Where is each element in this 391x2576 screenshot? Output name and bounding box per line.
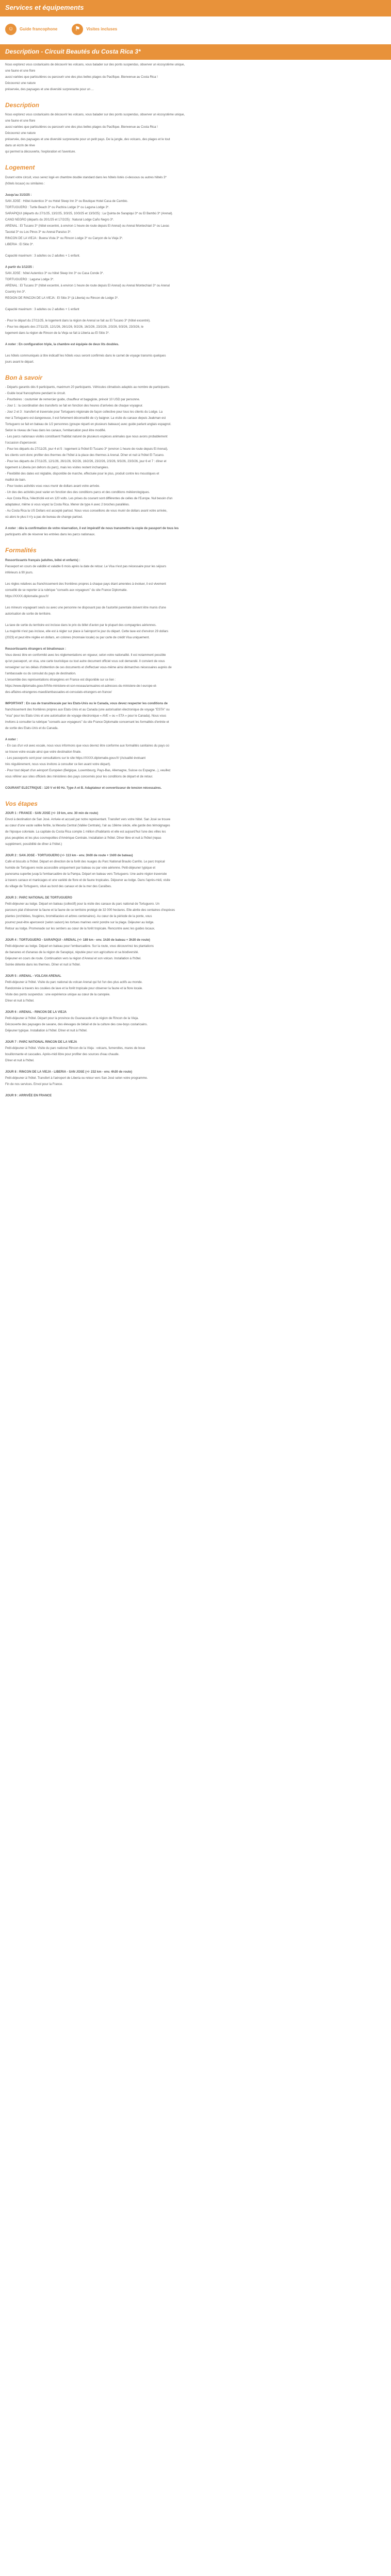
text-line: La majorité n'est pas incluse, elle est à régler sur place à l'aéroport le jour du départ. Cette taxe est d'environ 29 dollars	[5, 630, 169, 633]
text-line: participants afin de réserver les entrées dans les parcs nationaux.	[5, 533, 95, 537]
circuit-title: Description - Circuit Beautés du Costa Rica 3*	[0, 44, 391, 60]
text-line: JOUR 8 : RINCON DE LA VIEJA - LIBERIA - SAN JOSE (+/- 232 km - env. 4h30 de route)	[5, 1070, 133, 1074]
description-text	[5, 113, 386, 156]
etapes-heading: Vos étapes	[5, 800, 38, 807]
text-line: JOUR 5 : ARENAL - VOLCAN ARENAL	[5, 974, 61, 978]
text-line: autorisation de sortie de territoire.	[5, 612, 52, 616]
text-line: COURANT ELECTRIQUE : 120 V et 60 Hz. Type A et B. Adaptateur et convertisseur de tension nécessaires.	[5, 786, 162, 790]
spacer	[5, 642, 386, 647]
text-line: Fin de nos services. Envol pour la France.	[5, 1082, 63, 1086]
text-line: à travers canaux et marécages et une variété de flore et de faune tropicales. Déjeuner au lodge. Dans l'après-midi, visite	[5, 878, 170, 882]
text-line: Les mineurs voyageant seuls ou avec une personne ne disposant pas de l'autorité parentale doivent être munis d'une	[5, 606, 166, 609]
text-line: dans un écrin de rêve	[5, 144, 35, 148]
text-line: du village de Tortuguero, situé au bord des canaux et de la mer des Caraïbes.	[5, 885, 112, 888]
text-line: Nous explorez vous costaricains de découvrir les volcans, vous balader sur des ponts suspendus, observer un écosystème unique,	[5, 63, 185, 66]
text-line: A partir du 1/12/25 :	[5, 265, 34, 269]
text-line: Envol à destination de San José. Arrivée et accueil par notre représentant. Transfert vers votre hôtel. San José se trouve	[5, 818, 171, 821]
text-line: jours avant le départ.	[5, 360, 35, 364]
text-line: Découverte des paysages de savane, des élevages de bétail et de la culture des cow-boys costaricains.	[5, 1023, 148, 1026]
text-line: Selon le niveau de l'eau dans les canaux, l'embarcation peut être modifié.	[5, 429, 106, 433]
spacer	[5, 337, 386, 343]
text-line: Tacotal 3* ou Los Pinos 3* ou Arenal Paraíso 3*.	[5, 230, 72, 234]
text-line: - Pour les départs des 27/11/25, 12/1/26, 26/1/26, 9/2/26, 16/2/26, 23/2/26, 2/3/26, 9/3/26, 23/3/26, le	[5, 325, 144, 329]
badge-guide	[5, 24, 57, 35]
text-line: A noter : En configuration triple, la chambre est équipée de deux lits doubles.	[5, 343, 119, 346]
formalites-heading: Formalités	[5, 547, 37, 554]
text-line: Visite des ponts suspendus : une expérience unique au cœur de la canopée.	[5, 993, 110, 996]
spacer	[5, 1089, 386, 1094]
logement-heading: Logement	[5, 164, 35, 172]
text-line: Passeport en cours de validité et valable 6 mois après la date de retour. Le Visa n'est pas nécessaire pour les séjours	[5, 565, 167, 568]
text-line: - Guide local francophone pendant le circuit.	[5, 392, 66, 396]
text-line: Découvrez une nature	[5, 132, 36, 135]
text-line: Petit-déjeuner à l'hôtel. Transfert à l'aéroport de Liberia ou retour vers San José selon votre programme.	[5, 1076, 148, 1080]
text-line: JOUR 9 : ARRIVÉE EN FRANCE	[5, 1094, 52, 1097]
text-line: SAN JOSE : hôtel Autentico 3* ou hôtel Sleep Inn 3* ou Casa Conde 3*.	[5, 272, 104, 275]
services-banner: Services et équipements	[0, 0, 391, 16]
text-line: l'occasion d'apercevoir.	[5, 442, 37, 445]
text-line: renseigner sur les délais d'obtention de ces documents et d'effectuer vous-même ainsi démarches nécessaires auprès de	[5, 666, 172, 669]
text-line: humide de Tortuguero reste accessible uniquement par bateau ou par voie aérienne. Petit-déjeuner typique et	[5, 866, 156, 870]
text-line: de sortie des Etats-Unis et du Canada.	[5, 726, 59, 730]
text-line: Tortuguero se fait en bateau de 1/2 personnes (groupe réparti en plusieurs bateaux) avec guide parlant anglais espagnol.	[5, 423, 171, 427]
text-line: - Départs garantis dès 6 participants, maximum 20 participants. Véhicules climatisés adaptés au nombre de participants.	[5, 386, 170, 389]
text-line: Découvrez une nature	[5, 82, 36, 85]
text-line: Vous devez être en conformité avec les réglementations en vigueur, selon votre nationalité. Il est notamment possible	[5, 653, 166, 657]
text-line: Petit-déjeuner à l'hôtel. Départ pour la province du Guanacaste et la région de Rincon de la Vieja.	[5, 1016, 139, 1020]
text-line: - Au Costa Rica la US Dollars est accepté partout. Nous vous conseillons de vous munir de dollars avant votre arrivée,	[5, 510, 168, 513]
etapes-text	[5, 811, 386, 1100]
text-line: inférieurs à 90 jours.	[5, 571, 34, 574]
spacer	[5, 933, 386, 938]
spacer	[5, 260, 386, 265]
text-line: logement dans la région de Rincon de la Vieja se fait à Liberia au El Sitio 3*.	[5, 331, 110, 335]
text-line: "visa" pour les Etats-Unis et une autorisation de voyage électronique « AVE » ou « ETA » pour le Canada). Nous vous	[5, 714, 167, 718]
text-line: A noter : dès la confirmation de votre réservation, il est impératif de nous transmettre la copie de passport de tous les	[5, 527, 179, 531]
text-line: - Pourboires : coutumier de remercier guide, chauffeur et bagagiste, prévoir 10 USD par personne.	[5, 398, 140, 402]
spacer	[5, 1065, 386, 1070]
text-line: - En cas d'un vol avec escale, nous vous informons que vous devrez être conforme aux formalités sanitaires du pays où	[5, 744, 169, 748]
spacer	[5, 302, 386, 308]
text-line: Petit-déjeuner au lodge. Départ en bateau pour l'embarcadère. Sur la route, vous découvrirez les plantations	[5, 944, 154, 948]
text-line: mer à Tortuguero est dangereuse, il est fortement déconseillé de s'y baigner. La visite du canaux depuis Jeakman est	[5, 417, 166, 420]
text-line: Déjeuner typique. Installation à l'hôtel. Dîner et nuit à l'hôtel.	[5, 1029, 88, 1032]
text-line: https://www.diplomatie.gouv.fr/fr/le-ministere-et-son-reseau/annuaires-et-adresses-du-ministere-de-l-europe-et-	[5, 684, 157, 688]
text-line: Déjeuner en cours de route. Continuation vers la région d'Arenal et son volcan. Installation à l'hôtel.	[5, 957, 141, 960]
spacer	[5, 781, 386, 786]
text-line: (hôtels locaux) ou similaires :	[5, 182, 45, 185]
text-line: ARENAL : El Tucano 3* (hôtel excentré, à environ 1 heure de route depuis El Arenal) ou Arenal Montechiari 3* ou Arenal	[5, 284, 170, 287]
spacer	[5, 891, 386, 896]
text-line: - Les parcs nationaux visités constituent l'habitat naturel de plusieurs espèces animales que nous avons probablement	[5, 435, 168, 439]
text-line: - Pour les départs du 27/11/25, jour 4 et 5 : logement à l'hôtel El Tucano 3* (environ 1 heure de route depuis El Arenal),	[5, 448, 168, 451]
text-line: Ressortissants étrangers et binationaux :	[5, 647, 67, 651]
text-line: se trouve votre escale ainsi que votre destination finale.	[5, 750, 82, 754]
text-line: supplément, possibilité de dîner à l'hôtel.)	[5, 842, 62, 846]
text-line: LIBERIA : El Sitio 3*.	[5, 243, 34, 246]
text-line: RINCON DE LA VIEJA : Buena Vista 3* ou Rincon Lodge 3* ou Canyon de la Vieja 3*.	[5, 236, 123, 240]
text-line: - Les passeports sont pour consultations sur le site https://XXXX.diplomatie.gouv.fr/ (Actualité évoluant	[5, 756, 146, 760]
text-line: panorama superbe jusqu'à l'embarcadère de la Pampa. Départ en bateau vers Tortuguero. Une autre région traversée	[5, 872, 167, 876]
text-line: Dîner et nuit à l'hôtel.	[5, 999, 35, 1003]
logement-text	[5, 176, 386, 366]
text-line: Soirée détente dans les thermes. Dîner et nuit à l'hôtel.	[5, 963, 81, 967]
badge-visits	[72, 24, 117, 35]
text-line: de l'époque coloniale. La capitale du Costa Rica compte 1 million d'habitants et elle est aujourd'hui l'une des villes les	[5, 830, 166, 834]
badge-guide-label: Guide francophone	[20, 27, 58, 32]
text-line: A noter :	[5, 738, 18, 741]
text-line: Ressortissants français (adultes, bébé et enfants) :	[5, 558, 80, 562]
text-line: - Jour 1 : la coordination des transferts se fait en fonction des heures d'arrivées de chaque voyageur.	[5, 404, 143, 408]
text-line: logement à Liberia (en dehors du parc), mais les visites restent inchangées.	[5, 466, 109, 470]
text-line: SAN JOSE : Hôtel Autentico 3* ou Hotel Sleep Inn 3* ou Boutique Hotel Casa de Cambio.	[5, 199, 128, 203]
text-line: qui permet la découverte, l'exploration et l'aventure.	[5, 150, 76, 154]
text-line: SARAPIQUI (départs du 27/1/25, 13/2/25, 3/3/25, 10/3/25 et 13/3/25) : La Quinta de Sarapiqui 3* ou El Bambú 3* (Arenal).	[5, 212, 173, 215]
text-line: conseillé de se reporter à la rubrique "conseils aux voyageurs" du site France Diplomatie.	[5, 588, 128, 592]
text-line: https://XXXX.diplomatie.gouv.fr/	[5, 595, 49, 598]
text-line: ARENAL : El Tucano 3* (hôtel excentré, à environ 1 heure de route depuis El Arenal) ou Arenal Montechiari 3* ou Lavas	[5, 224, 169, 228]
text-line: parcours plat d'observer la faune et la faune de ce territoire protégé de 32 000 hectares. Elle abrite des centaines d'espèces	[5, 908, 175, 912]
text-line: Les règles relatives au franchissement des frontières propres à chaque pays étant amenées à évoluer, il est vivement	[5, 582, 166, 586]
text-line: JOUR 7 : PARC NATIONAL RINCON DE LA VIEJA	[5, 1040, 77, 1044]
text-line: - Jour 2 et 3 : transfert et traversée pour Tortuguero régionale de façon collective pour tous les clients du Lodge. La	[5, 411, 163, 414]
text-line: - Pour le départ du 27/11/25, le logement dans la région de Arenal se fait au El Tucano 3* (hôtel excentré).	[5, 319, 151, 323]
text-line: - Aux Costa Rica, l'électricité est en 120 volts. Les prises du courant sont différentes de celles de l'Europe. Nul besoin d'un	[5, 497, 173, 501]
text-line: Capacité maximum : 3 adultes ou 2 adultes + 1 enfant	[5, 308, 79, 311]
text-line: L'ensemble des représentations étrangères en France est disponible sur ce lien :	[5, 678, 116, 682]
text-line: Nous explorez vous costaricains de découvrir les volcans, vous balader sur des ponts suspendus, observer un écosystème unique,	[5, 113, 185, 117]
text-line: une faune et une flore	[5, 120, 36, 123]
text-line: Capacité maximum : 3 adultes ou 2 adultes + 1 enfant.	[5, 254, 80, 258]
text-line: maillot de bain.	[5, 479, 26, 482]
text-line: les clients sont donc profiter des thermes de l'hôtel à la place des thermes à Arenal. Dîner et nuit à l'hôtel El Tucano.	[5, 454, 165, 457]
spacer	[5, 349, 386, 354]
visits-icon: ⚑	[72, 24, 83, 35]
text-line: - Flexibilité des dates est réglable, disponible de marche, effectuée pour le plus, produit contre les moustiques et	[5, 472, 159, 476]
intro-text	[5, 63, 386, 94]
text-line: de bananes et d'ananas de la région de Sarapiqui, réputée pour son agriculture et sa biodiversité.	[5, 951, 139, 954]
badge-visits-label: Visites incluses	[86, 27, 118, 32]
spacer	[5, 1035, 386, 1040]
text-line: des-affaires-etrangeres-maedi/ambassades-et-consulats-etrangers-en-france/	[5, 690, 112, 694]
text-line: adaptateur, même si vous voyez la Costa Rica. Mener de type A avec 2 broches parallèles.	[5, 503, 130, 507]
spacer	[5, 733, 386, 738]
text-line: La taxe de sortie du territoire est incluse dans le prix du billet d'avion par le plupart des compagnies aériennes.	[5, 623, 157, 627]
page	[0, 0, 391, 1103]
text-line: TORTUGUERO : Laguna Lodge 3*.	[5, 278, 54, 281]
text-line: JOUR 1 : FRANCE - SAN JOSE (+/- 19 km, env. 30 min de route)	[5, 811, 99, 815]
text-line: - Pour toutes activités vous vous munir de dollars avant votre arrivée.	[5, 485, 100, 488]
text-line: (2023) et peut être réglée en dollars, en colones (monnaie locale) ou par carte de crédit Visa uniquement.	[5, 636, 150, 639]
formalites-text	[5, 558, 386, 792]
guide-icon: ☺	[5, 24, 17, 35]
text-line: au cœur d'une vaste vallée fertile, la Meseta Central (Vallée Centrale), l'air au 18ème siècle, elle garde des témoignages	[5, 824, 170, 827]
text-line: JOUR 4 : TORTUGUERO - SARAPIQUI - ARENAL (+/- 189 km - env. 1h30 de bateau + 3h30 de route)	[5, 938, 150, 942]
text-line: - Un des des activités peut varier en fonction des des conditions parcs et des conditions météorologiques.	[5, 491, 150, 495]
spacer	[5, 249, 386, 254]
description-heading: Description	[5, 101, 40, 109]
text-line: l'ambassade ou du consulat du pays de destination.	[5, 672, 76, 675]
spacer	[5, 697, 386, 702]
spacer	[5, 1005, 386, 1010]
text-line: JOUR 2 : SAN JOSE - TORTUGUERO (+/- 113 km - env. 3h00 de route + 1h00 de bateau)	[5, 854, 133, 857]
spacer	[5, 314, 386, 319]
spacer	[5, 521, 386, 527]
spacer	[5, 188, 386, 193]
text-line: vous référer aux sites officiels des ministères des pays concernés pour les conditions de départ et de retour.	[5, 775, 153, 778]
text-line: - Pour les départs de 27/11/25, 12/1/26, 26/1/26, 9/2/26, 16/2/26, 23/2/26, 2/3/26, 9/3/26, 23/3/26, jour 6 et 7 : dîner et	[5, 460, 167, 464]
spacer	[5, 577, 386, 582]
feature-badges	[0, 16, 391, 39]
text-line: franchissement des frontières propres aux Etats-Unis et au Canada (une autorisation électronique de voyage "ESTA" ou	[5, 708, 170, 711]
text-line: Café et biscuits à l'hôtel. Départ en direction de la forêt des nuages du Parc National Braulio Carrillo. Le parc tropical	[5, 860, 165, 863]
text-line: préservée, des paysages et une diversité surprenante pour un petit pays. De la jungle, des volcans, des plages et le tout	[5, 138, 170, 142]
text-line: Petit-déjeuner au lodge. Départ en bateau (collectif) pour la visite des canaux du parc national de Tortuguero. Un	[5, 902, 160, 906]
text-line: CANO NEGRO (départs du 20/1/25 et 17/2/25) : Natural Lodge Caño Negro 3*.	[5, 218, 114, 222]
text-line: JOUR 3 : PARC NATIONAL DE TORTUGUERO	[5, 896, 72, 900]
spacer	[5, 969, 386, 974]
text-line: TORTUGUERO : Turtle Beach 3* ou Pachira Lodge 3* ou Laguna Lodge 3*.	[5, 206, 109, 209]
spacer	[5, 618, 386, 623]
text-line: Durant votre circuit, vous serez logé en chambre double standard dans les hôtels listés ci-dessous ou autres hôtels 3*	[5, 176, 167, 179]
text-line: Petit-déjeuner à l'hôtel. Visite du parc national du volcan Arenal qui fut l'un des plus actifs au monde.	[5, 980, 143, 984]
text-line: aussi variées que particulières ou parcourir une des plus belles plages du Pacifique. Bienvenue au Costa Rica !	[5, 126, 158, 129]
text-line: qu'un passeport, un visa, une carte touristique ou tout autre document officiel vous soit demandé. Il convient de vous	[5, 659, 165, 663]
text-line: bouillonnante et cascades. Après-midi libre pour profiter des sources d'eau chaude.	[5, 1053, 120, 1056]
text-line: Dîner et nuit à l'hôtel.	[5, 1059, 35, 1062]
text-line: REGION DE RINCON DE LA VIEJA : El Sitio 3* (à Liberia) ou Rincon de Lodge 3*.	[5, 296, 119, 300]
bon-a-savoir-heading: Bon à savoir	[5, 374, 43, 381]
text-line: très régulièrement, nous vous invitons à consulter ce lien avant votre départ).	[5, 762, 111, 766]
text-line: Petit-déjeuner à l'hôtel. Visite du parc national Rincon de la Vieja : volcans, fumerolles, mares de boue	[5, 1046, 145, 1050]
spacer	[5, 849, 386, 854]
text-line: préservée, des paysages et une diversité surprenante pour un ...	[5, 88, 94, 91]
text-line: plus peuplées et les plus cosmopolites d'Amérique Centrale. Installation à l'hôtel. Dîner libre et nuit à l'hôtel (repas	[5, 836, 161, 840]
text-line: une faune et une flore	[5, 70, 36, 73]
text-line: pourrez peut-être apercevoir (selon saison) les tortues marines venir pondre sur la plage. Déjeuner au lodge.	[5, 921, 154, 924]
text-line: invitons à consulter la rubrique "conseils aux voyageurs" du site France Diplomatie concernant les formalités d'entrée et	[5, 720, 169, 724]
spacer	[5, 601, 386, 606]
text-line: Randonnée à travers les coulées de lave et la forêt tropicale pour observer la faune et la flore locale.	[5, 987, 143, 990]
text-line: où alors le plus il n'y a pas de bureau de change partout.	[5, 516, 83, 519]
text-line: - Pour tout départ d'un aéroport Européen (Belgique, Luxembourg, Pays-Bas, Allemagne, Suisse ou Espagne...), veuillez	[5, 769, 171, 772]
bon-a-savoir-text	[5, 385, 386, 539]
content	[0, 60, 391, 1103]
text-line: plantes (orchidées, fougères, broméliacées et arbres centenaires). Au cœur de la période de la ponte, vous	[5, 914, 152, 918]
text-line: Retour au lodge. Promenade sur les sentiers au cœur de la forêt tropicale. Rencontre avec les guides locaux.	[5, 927, 155, 930]
text-line: aussi variées que particulières ou parcourir une des plus belles plages du Pacifique. Bienvenue au Costa Rica !	[5, 76, 158, 79]
text-line: JOUR 6 : ARENAL - RINCON DE LA VIEJA	[5, 1010, 67, 1014]
text-line: Les hôtels communiqués à titre indicatif les hôtels vous seront confirmés dans le carnet de voyage transmis quelques	[5, 354, 166, 358]
text-line: Country Inn 3*.	[5, 290, 26, 294]
text-line: IMPORTANT : En cas de transit/escale par les Etats-Unis ou le Canada, vous devez respecter les conditions de	[5, 702, 168, 705]
text-line: Jusqu'au 31/3/25 :	[5, 193, 32, 197]
